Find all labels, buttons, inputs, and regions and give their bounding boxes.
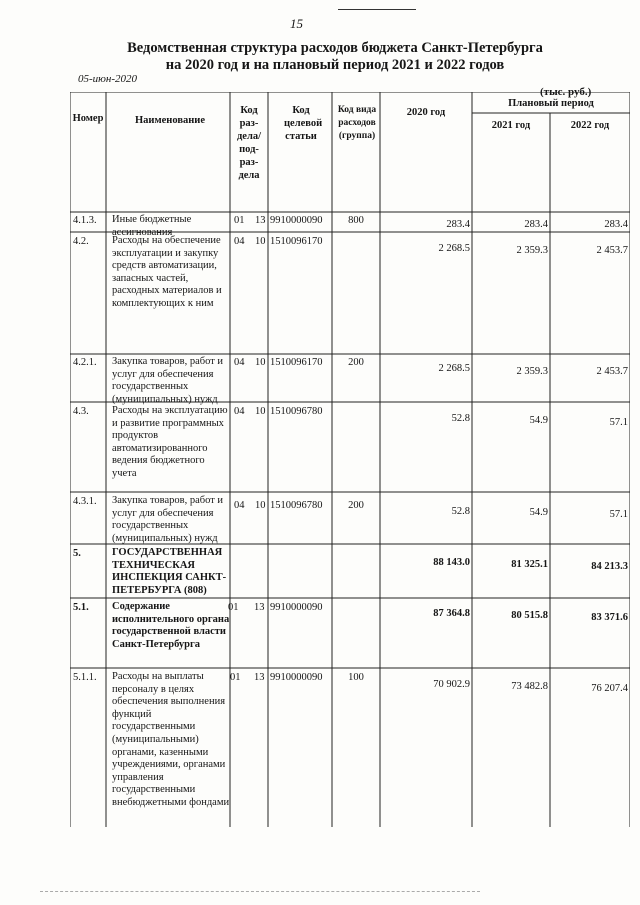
row-subsection: 10	[255, 406, 266, 417]
row-value-2021: 73 482.8	[511, 681, 548, 692]
row-number: 5.	[73, 548, 81, 559]
row-value-2021: 2 359.3	[516, 245, 548, 256]
row-section: 01	[230, 672, 241, 683]
row-expense-type: 200	[348, 500, 364, 511]
row-value-2022: 2 453.7	[596, 366, 628, 377]
row-name: Расходы на обеспечение эксплуатации и закупку средств автоматизации, запасных частей, расходных материалов и комплектующих к ним	[112, 235, 222, 309]
row-value-2021: 80 515.8	[511, 610, 548, 621]
row-value-2020: 283.4	[446, 219, 470, 230]
row-target-code: 1510096170	[270, 357, 323, 368]
row-name: Закупка товаров, работ и услуг для обеспечения государственных (муниципальных) нужд	[112, 356, 224, 405]
top-rule	[338, 9, 416, 10]
row-name: Содержание исполнительного органа государственной власти Санкт-Петербурга	[112, 601, 230, 650]
budget-table	[70, 92, 630, 832]
row-expense-type: 100	[348, 672, 364, 683]
row-name: Расходы на эксплуатацию и развитие программных продуктов автоматизированного ведения бюджетного учета	[112, 405, 228, 479]
row-number: 4.3.1.	[73, 496, 97, 507]
header-number: Номер	[72, 113, 104, 124]
row-value-2021: 81 325.1	[511, 559, 548, 570]
header-2021: 2021 год	[491, 120, 531, 131]
document-date: 05-июн-2020	[78, 73, 138, 85]
row-name: Иные бюджетные ассигнования	[112, 214, 192, 238]
row-value-2021: 283.4	[524, 219, 548, 230]
header-section-code: Код раз- дела/ под- раз- дела	[236, 105, 262, 181]
row-value-2021: 2 359.3	[516, 366, 548, 377]
row-value-2020: 2 268.5	[438, 243, 470, 254]
document-title-line-2: на 2020 год и на плановый период 2021 и 2022 годов	[165, 57, 505, 73]
row-section: 01	[228, 602, 239, 613]
row-subsection: 13	[254, 672, 265, 683]
row-section: 04	[234, 406, 245, 417]
row-section: 04	[234, 357, 245, 368]
row-value-2022: 57.1	[609, 417, 628, 428]
row-value-2022: 83 371.6	[591, 612, 628, 623]
row-subsection: 10	[255, 500, 266, 511]
row-subsection: 10	[255, 236, 266, 247]
row-number: 5.1.	[73, 602, 89, 613]
row-target-code: 1510096780	[270, 406, 323, 417]
row-number: 4.1.3.	[73, 215, 97, 226]
row-subsection: 13	[254, 602, 265, 613]
header-target-code: Код целевой статьи	[284, 105, 323, 142]
row-section: 01	[234, 215, 245, 226]
header-expense-type: Код вида расходов (группа)	[337, 105, 377, 141]
row-value-2022: 57.1	[609, 509, 628, 520]
row-value-2022: 84 213.3	[591, 561, 628, 572]
row-section: 04	[234, 236, 245, 247]
row-target-code: 9910000090	[270, 602, 323, 613]
row-name: Закупка товаров, работ и услуг для обеспечения государственных (муниципальных) нужд	[112, 495, 224, 544]
row-subsection: 13	[255, 215, 266, 226]
header-name: Наименование	[135, 115, 205, 126]
row-number: 4.2.	[73, 236, 89, 247]
header-2020: 2020 год	[406, 107, 446, 118]
row-target-code: 9910000090	[270, 215, 323, 226]
row-target-code: 9910000090	[270, 672, 323, 683]
row-value-2021: 54.9	[529, 507, 548, 518]
row-target-code: 1510096170	[270, 236, 323, 247]
row-subsection: 10	[255, 357, 266, 368]
row-expense-type: 800	[348, 215, 364, 226]
row-value-2020: 52.8	[451, 506, 470, 517]
document-title-line-1: Ведомственная структура расходов бюджета Санкт-Петербурга	[127, 40, 543, 56]
row-number: 4.3.	[73, 406, 89, 417]
row-name: ГОСУДАРСТВЕННАЯ ТЕХНИЧЕСКАЯ ИНСПЕКЦИЯ САНКТ-ПЕТЕРБУРГА (808)	[112, 547, 227, 596]
row-number: 4.2.1.	[73, 357, 97, 368]
header-planned-period: Плановый период	[508, 98, 594, 109]
row-section: 04	[234, 500, 245, 511]
row-number: 5.1.1.	[73, 672, 97, 683]
row-expense-type: 200	[348, 357, 364, 368]
row-value-2022: 76 207.4	[591, 683, 628, 694]
row-value-2021: 54.9	[529, 415, 548, 426]
row-value-2020: 70 902.9	[433, 679, 470, 690]
row-target-code: 1510096780	[270, 500, 323, 511]
header-2022: 2022 год	[570, 120, 610, 131]
row-name: Расходы на выплаты персоналу в целях обеспечения выполнения функций государственными (муниципальными) органами, казенными учреждениями, органами управления государственными внебюджетными фондами	[112, 671, 230, 808]
row-value-2022: 2 453.7	[596, 245, 628, 256]
row-value-2020: 87 364.8	[433, 608, 470, 619]
page-number: 15	[290, 16, 303, 31]
row-value-2020: 88 143.0	[433, 557, 470, 568]
footer-rule	[40, 891, 480, 892]
row-value-2020: 2 268.5	[438, 363, 470, 374]
row-value-2022: 283.4	[604, 219, 628, 230]
units-label: (тыс. руб.)	[540, 86, 592, 98]
row-value-2020: 52.8	[451, 413, 470, 424]
